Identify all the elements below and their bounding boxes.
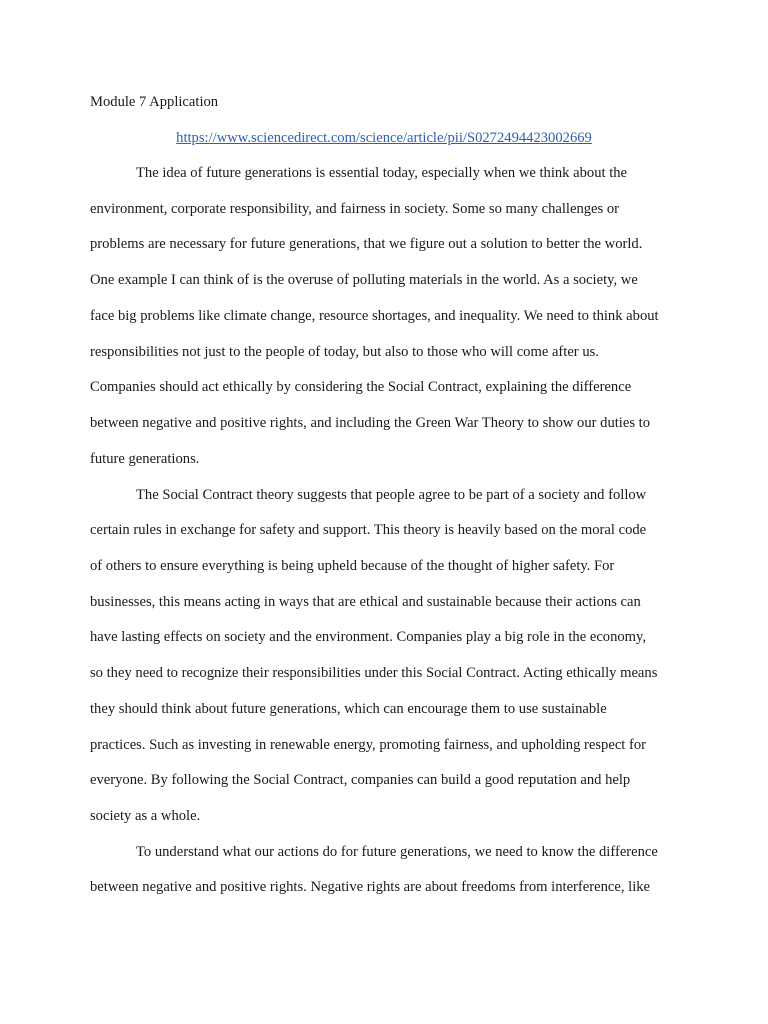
document-heading: Module 7 Application <box>90 94 219 110</box>
paragraph-1-line: environment, corporate responsibility, and fairness in society. Some so many challenges or <box>90 201 620 217</box>
paragraph-3-line: between negative and positive rights. Negative rights are about freedoms from interference, like <box>90 879 651 895</box>
paragraph-2-line: The Social Contract theory suggests that people agree to be part of a society and follow <box>136 487 647 503</box>
paragraph-1-line: future generations. <box>90 451 200 467</box>
paragraph-2-line: practices. Such as investing in renewable energy, promoting fairness, and upholding respect for <box>90 737 647 753</box>
paragraph-1-line: problems are necessary for future generations, that we figure out a solution to better the world. <box>90 236 643 252</box>
paragraph-2-line: so they need to recognize their responsibilities under this Social Contract. Acting ethically means <box>90 665 658 681</box>
paragraph-1-line: responsibilities not just to the people of today, but also to those who will come after us. <box>90 344 599 360</box>
source-link[interactable]: https://www.sciencedirect.com/science/article/pii/S0272494423002669 <box>176 130 592 146</box>
paragraph-1-line: Companies should act ethically by considering the Social Contract, explaining the difference <box>90 379 632 395</box>
paragraph-2-line: certain rules in exchange for safety and support. This theory is heavily based on the moral code <box>90 522 647 538</box>
paragraph-2-line: businesses, this means acting in ways that are ethical and sustainable because their actions can <box>90 594 641 610</box>
paragraph-2-line: society as a whole. <box>90 808 201 824</box>
paragraph-1-line: The idea of future generations is essential today, especially when we think about the <box>136 165 628 181</box>
paragraph-2-line: everyone. By following the Social Contract, companies can build a good reputation and help <box>90 772 631 788</box>
paragraph-1-line: face big problems like climate change, resource shortages, and inequality. We need to think about <box>90 308 659 324</box>
paragraph-1-line: between negative and positive rights, and including the Green War Theory to show our duties to <box>90 415 651 431</box>
paragraph-2-line: have lasting effects on society and the environment. Companies play a big role in the economy, <box>90 629 647 645</box>
paragraph-2-line: of others to ensure everything is being upheld because of the thought of higher safety. For <box>90 558 615 574</box>
paragraph-2-line: they should think about future generations, which can encourage them to use sustainable <box>90 701 607 717</box>
paragraph-1-line: One example I can think of is the overuse of polluting materials in the world. As a society, we <box>90 272 638 288</box>
paragraph-3-line: To understand what our actions do for future generations, we need to know the difference <box>136 844 658 860</box>
